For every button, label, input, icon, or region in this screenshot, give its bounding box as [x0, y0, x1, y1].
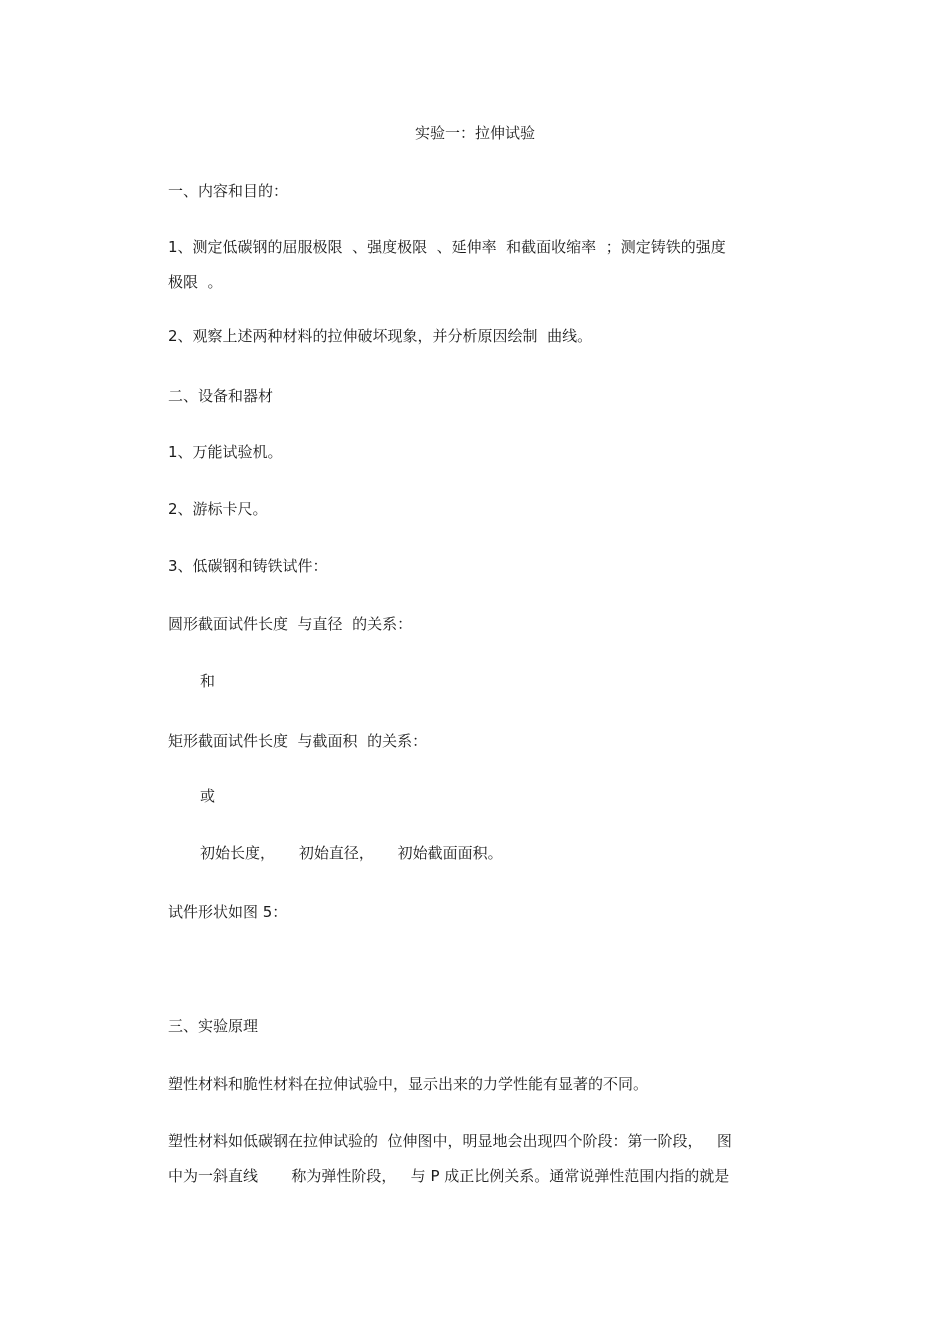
paragraph-principle-2-line-1: 塑性材料如低碳钢在拉伸试验的 位伸图中，明显地会出现四个阶段：第一阶段， 图 [168, 1132, 732, 1150]
page-title: 实验一：拉伸试验 [414, 124, 535, 142]
section-heading-principle: 三、实验原理 [168, 1017, 259, 1035]
list-item-testing-machine: 1、万能试验机。 [168, 443, 283, 461]
section-heading-equipment: 二、设备和器材 [168, 387, 274, 405]
paragraph-item-1-line-1: 1、测定低碳钢的屈服极限 、强度极限 、延伸率 和截面收缩率 ；测定铸铁的强度 [168, 238, 726, 256]
paragraph-principle-1: 塑性材料和脆性材料在拉伸试验中，显示出来的力学性能有显著的不同。 [168, 1075, 649, 1093]
paragraph-rect-specimen: 矩形截面试件长度 与截面积 的关系： [168, 732, 428, 750]
paragraph-principle-2-line-2: 中为一斜直线 称为弹性阶段， 与 P 成正比例关系。通常说弹性范围内指的就是 [168, 1167, 730, 1185]
list-item-specimens: 3、低碳钢和铸铁试件： [168, 557, 328, 575]
section-heading-contents: 一、内容和目的： [168, 182, 289, 200]
paragraph-round-specimen: 圆形截面试件长度 与直径 的关系： [168, 615, 413, 633]
paragraph-item-2: 2、观察上述两种材料的拉伸破坏现象，并分析原因绘制 曲线。 [168, 327, 593, 345]
text-or: 或 [200, 787, 216, 805]
text-and: 和 [200, 672, 216, 690]
paragraph-item-1-line-2: 极限 。 [168, 273, 223, 291]
list-item-vernier-caliper: 2、游标卡尺。 [168, 500, 268, 518]
paragraph-specimen-shape: 试件形状如图 5： [168, 903, 288, 921]
paragraph-definitions: 初始长度， 初始直径， 初始截面面积。 [200, 844, 503, 862]
